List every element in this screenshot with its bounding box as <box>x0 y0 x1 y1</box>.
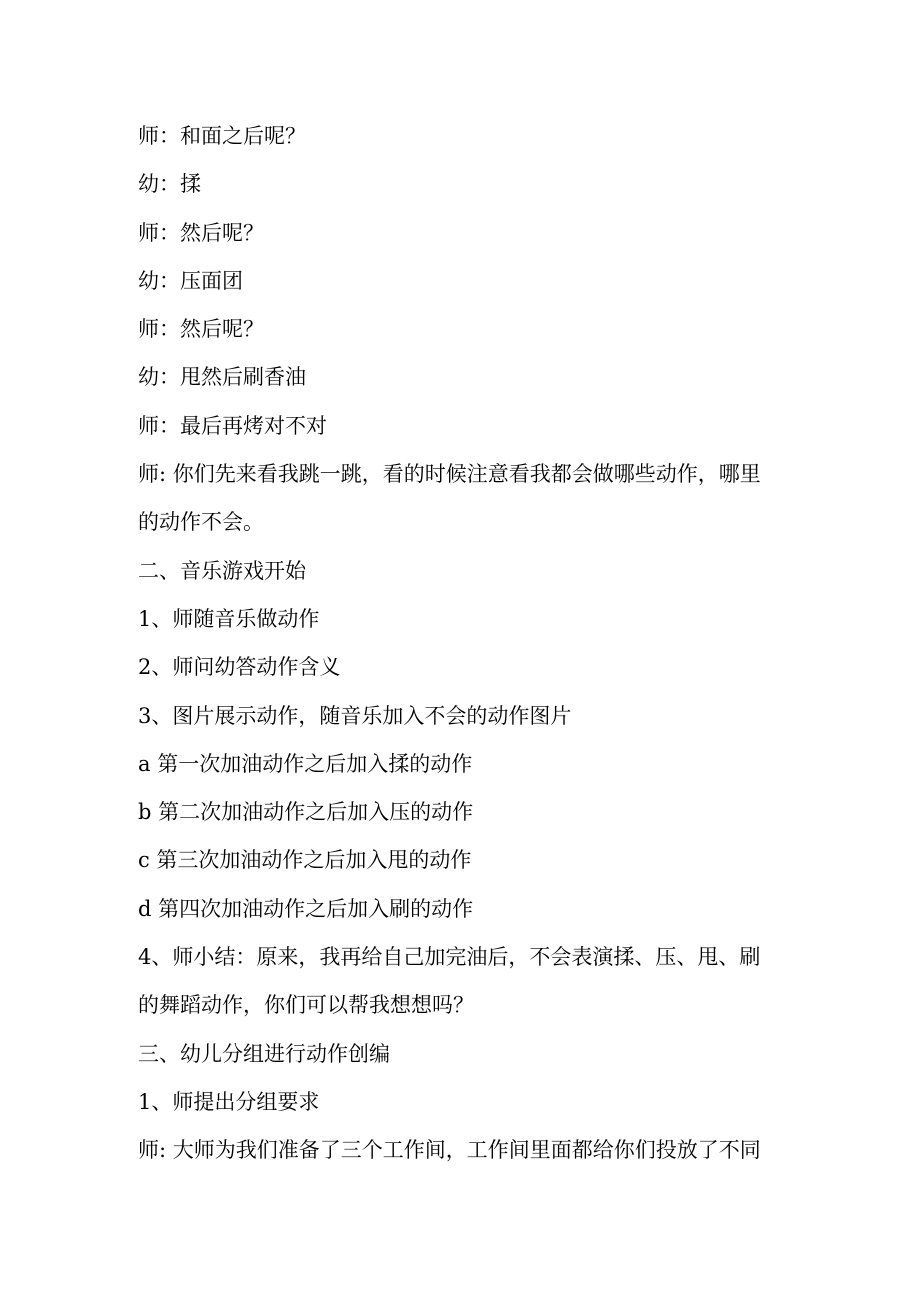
dialogue-line: 师：然后呢？ <box>138 220 264 245</box>
step-item: 4、师小结：原来，我再给自己加完油后，不会表演揉、压、甩、刷 <box>138 945 761 970</box>
document-body <box>138 112 788 1175</box>
step-item: 3、图片展示动作，随音乐加入不会的动作图片 <box>138 703 572 728</box>
step-item: 2、师问幼答动作含义 <box>138 655 341 680</box>
dialogue-line: 幼：压面团 <box>138 268 243 293</box>
section-heading: 三、幼儿分组进行动作创编 <box>138 1041 390 1066</box>
sub-step-item: d 第四次加油动作之后加入刷的动作 <box>138 896 474 921</box>
sub-step-item: c 第三次加油动作之后加入甩的动作 <box>138 848 472 873</box>
dialogue-line: 幼：揉 <box>138 172 201 197</box>
section-heading: 二、音乐游戏开始 <box>138 558 306 583</box>
dialogue-line: 师: 你们先来看我跳一跳，看的时候注意看我都会做哪些动作，哪里 <box>138 462 761 487</box>
step-item: 1、师随音乐做动作 <box>138 606 320 631</box>
sub-step-item: b 第二次加油动作之后加入压的动作 <box>138 800 474 825</box>
step-item: 1、师提出分组要求 <box>138 1089 320 1114</box>
dialogue-line: 师：然后呢？ <box>138 317 264 342</box>
step-item-continued: 的舞蹈动作，你们可以帮我想想吗？ <box>138 993 474 1018</box>
dialogue-line: 幼：甩然后刷香油 <box>138 365 306 390</box>
dialogue-line: 师：和面之后呢？ <box>138 124 306 148</box>
dialogue-line-continued: 的动作不会。 <box>138 510 264 535</box>
sub-step-item: a 第一次加油动作之后加入揉的动作 <box>138 751 473 776</box>
dialogue-line: 师: 大师为我们准备了三个工作间，工作间里面都给你们投放了不同 <box>138 1138 761 1163</box>
dialogue-line: 师：最后再烤对不对 <box>138 413 327 438</box>
